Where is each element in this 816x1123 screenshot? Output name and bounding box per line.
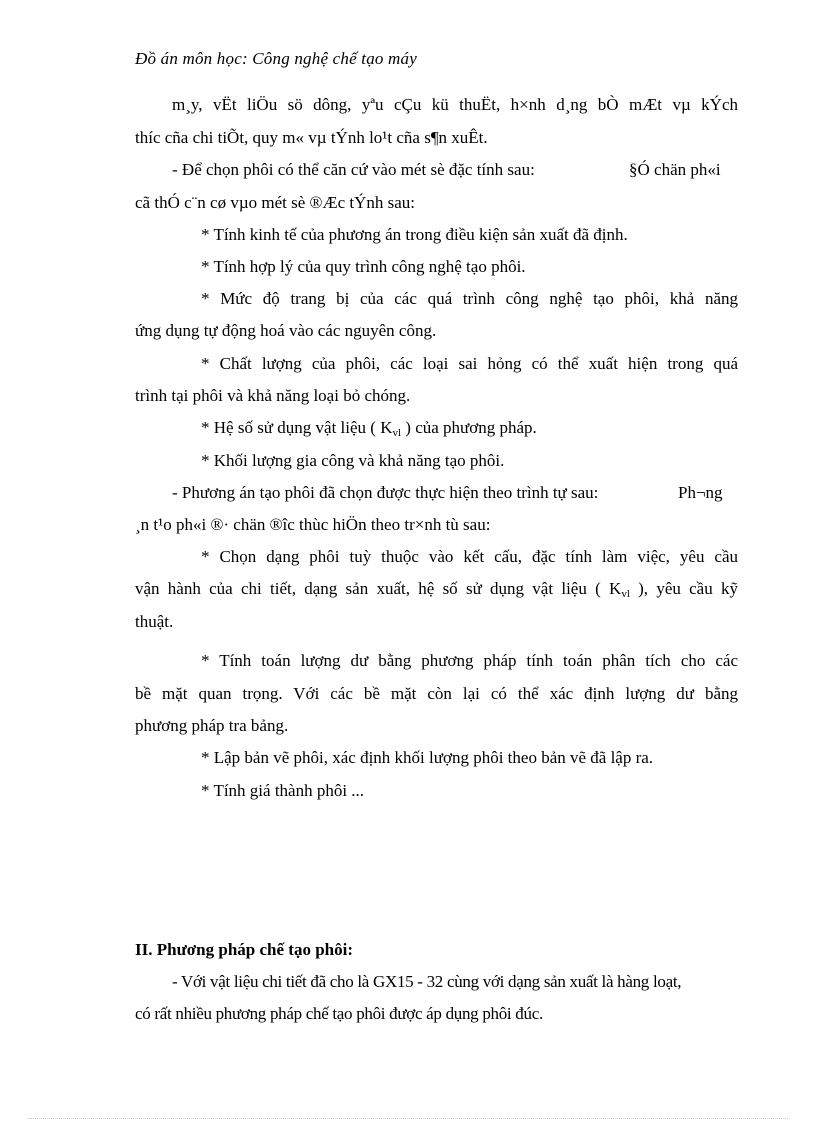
text-line: cã thÓ c¨n cø vµo mét sè ®Æc tÝnh sau: <box>135 193 416 212</box>
text-line: thuật. <box>135 612 174 631</box>
bullet-line: * Chất lượng của phôi, các loại sai hỏng có thể xuất hiện trong quá <box>201 354 738 373</box>
text-span: ), yêu cầu kỹ <box>629 579 738 598</box>
text-line: ứng dụng tự động hoá vào các nguyên công. <box>135 321 437 340</box>
text-line: m¸y, vËt liÖu sö dông, yªu cÇu kü thuËt, h×nh d¸ng bÒ mÆt vµ kÝch <box>172 95 738 114</box>
text-line: - Để chọn phôi có thể căn cứ vào mét sè đặc tính sau: <box>172 160 535 179</box>
bullet-line: * Tính kinh tế của phương án trong điều kiện sản xuất đã định. <box>201 225 628 244</box>
text-line: - Với vật liệu chi tiết đã cho là GX15 - 32 cùng với dạng sản xuất là hàng loạt, <box>172 972 682 991</box>
bullet-line <box>201 417 537 441</box>
text-span: * Hệ số sử dụng vật liệu ( K <box>201 418 393 437</box>
subscript: vl <box>621 588 630 600</box>
text-span: ) của phương pháp. <box>401 418 537 437</box>
text-line: thíc cña chi tiÕt, quy m« vµ tÝnh lo¹t cña s¶n xuÊt. <box>135 128 488 147</box>
bullet-line: * Mức độ trang bị của các quá trình công nghệ tạo phôi, khả năng <box>201 289 738 308</box>
text-line: trình tại phôi và khả năng loại bỏ chóng. <box>135 386 411 405</box>
text-line: - Phương án tạo phôi đã chọn được thực hiện theo trình tự sau: <box>172 483 599 502</box>
text-line: có rất nhiều phương pháp chế tạo phôi được áp dụng phôi đúc. <box>135 1004 543 1023</box>
text-line: ¸n t¹o ph«i ®· chän ®îc thùc hiÖn theo tr×nh tù sau: <box>135 515 491 534</box>
text-line: Ph¬ng <box>678 483 723 502</box>
bullet-line: * Tính hợp lý của quy trình công nghệ tạo phôi. <box>201 257 526 276</box>
text-line: phương pháp tra bảng. <box>135 716 289 735</box>
text-line <box>135 578 738 602</box>
subscript: vl <box>392 427 402 439</box>
bullet-line: * Lập bản vẽ phôi, xác định khối lượng phôi theo bản vẽ đã lập ra. <box>201 748 654 767</box>
bullet-line: * Tính toán lượng dư bằng phương pháp tính toán phân tích cho các <box>201 651 738 670</box>
section-heading: II. Phương pháp chế tạo phôi: <box>135 940 354 959</box>
text-span: vận hành của chi tiết, dạng sản xuất, hệ số sử dụng vật liệu ( K <box>135 579 622 598</box>
text-line: §Ó chän ph«i <box>629 160 721 179</box>
text-line: bề mặt quan trọng. Với các bề mặt còn lại có thể xác định lượng dư bằng <box>135 684 738 703</box>
bullet-line: * Khối lượng gia công và khả năng tạo phôi. <box>201 451 505 470</box>
bullet-line: * Tính giá thành phôi ... <box>201 781 365 800</box>
page-header: Đồ án môn học: Công nghệ chế tạo máy <box>135 49 417 68</box>
bullet-line: * Chọn dạng phôi tuỳ thuộc vào kết cấu, đặc tính làm việc, yêu cầu <box>201 547 738 566</box>
footer-rule <box>28 1118 788 1119</box>
